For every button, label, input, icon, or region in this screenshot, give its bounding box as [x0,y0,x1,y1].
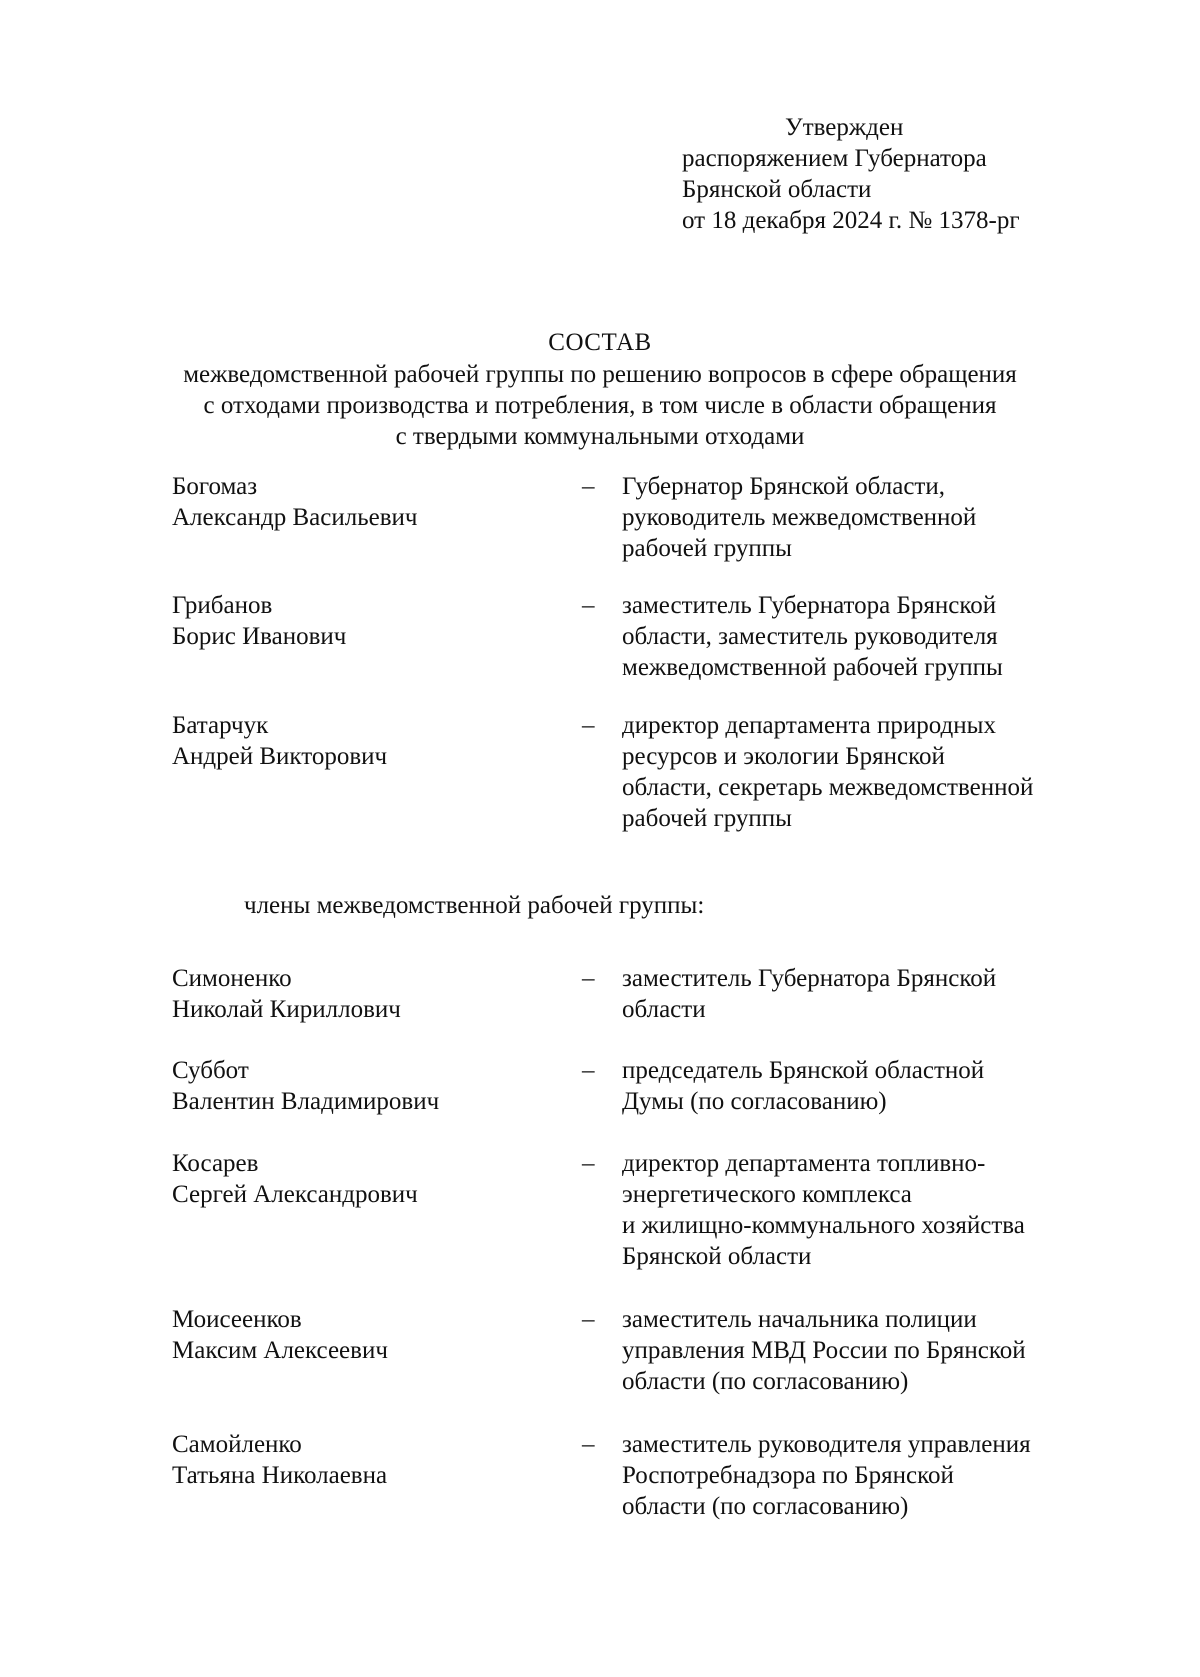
members-heading: члены межведомственной рабочей группы: [244,892,705,919]
person-given-names: Татьяна Николаевна [172,1462,388,1489]
role-line: области, заместитель руководителя [622,623,998,650]
dash-separator: – [582,1150,595,1177]
role-line: рабочей группы [622,805,792,832]
role-line: заместитель Губернатора Брянской [622,592,997,619]
role-line: ресурсов и экологии Брянской [622,743,945,770]
person-name [172,1148,418,1210]
approval-stamp [682,112,1020,236]
role-line: заместитель Губернатора Брянской [622,965,997,992]
role-line: области (по согласованию) [622,1493,909,1520]
person-name [172,710,387,772]
person-surname: Моисеенков [172,1306,302,1333]
role-line: заместитель руководителя управления [622,1431,1031,1458]
role-line: управления МВД России по Брянской [622,1337,1026,1364]
role-line: рабочей группы [622,535,792,562]
role-line: энергетического комплекса [622,1181,912,1208]
approval-line: Брянской области [682,176,872,203]
person-given-names: Сергей Александрович [172,1181,418,1208]
person-surname: Симоненко [172,965,292,992]
person-role [622,710,1033,834]
role-line: директор департамента топливно- [622,1150,986,1177]
person-surname: Батарчук [172,712,269,739]
role-line: Губернатор Брянской области, [622,473,945,500]
person-surname: Самойленко [172,1431,302,1458]
dash-separator: – [582,592,595,619]
role-line: и жилищно-коммунального хозяйства [622,1212,1025,1239]
role-line: области (по согласованию) [622,1368,909,1395]
person-given-names: Андрей Викторович [172,743,388,770]
dash-separator: – [582,712,595,739]
person-name [172,1429,387,1491]
role-line: области, секретарь межведомственной [622,774,1034,801]
person-role [622,1429,1031,1522]
dash-separator: – [582,1306,595,1333]
role-line: директор департамента природных [622,712,996,739]
role-line: заместитель начальника полиции [622,1306,977,1333]
subtitle-line: с отходами производства и потребления, в том числе в области обращения [203,392,997,419]
person-given-names: Александр Васильевич [172,504,418,531]
document-subtitle [120,359,1080,452]
person-surname: Суббот [172,1057,249,1084]
document-heading [120,327,1080,452]
person-name [172,1055,439,1117]
role-line: руководитель межведомственной [622,504,977,531]
approval-line: распоряжением Губернатора [682,145,987,172]
dash-separator: – [582,1431,595,1458]
person-name [172,963,401,1025]
role-line: области [622,996,706,1023]
person-role [622,1304,1026,1397]
role-line: председатель Брянской областной [622,1057,985,1084]
dash-separator: – [582,473,595,500]
subtitle-line: с твердыми коммунальными отходами [395,423,805,450]
subtitle-line: межведомственной рабочей группы по решению вопросов в сфере обращения [183,361,1017,388]
approval-line: Утвержден [785,114,904,141]
approval-date-number: от 18 декабря 2024 г. № 1378-рг [682,207,1020,234]
role-line: Роспотребнадзора по Брянской [622,1462,954,1489]
role-line: Брянской области [622,1243,812,1270]
person-surname: Грибанов [172,592,273,619]
person-name [172,590,346,652]
person-role [622,963,996,1025]
person-given-names: Николай Кириллович [172,996,401,1023]
person-given-names: Борис Иванович [172,623,347,650]
document-title: СОСТАВ [548,329,652,356]
person-given-names: Максим Алексеевич [172,1337,388,1364]
dash-separator: – [582,1057,595,1084]
person-name [172,1304,388,1366]
person-surname: Косарев [172,1150,259,1177]
person-name [172,471,417,533]
person-role [622,1055,984,1117]
person-given-names: Валентин Владимирович [172,1088,440,1115]
role-line: межведомственной рабочей группы [622,654,1003,681]
person-surname: Богомаз [172,473,258,500]
person-role [622,1148,1025,1272]
person-role [622,471,976,564]
person-role [622,590,1003,683]
dash-separator: – [582,965,595,992]
role-line: Думы (по согласованию) [622,1088,887,1115]
